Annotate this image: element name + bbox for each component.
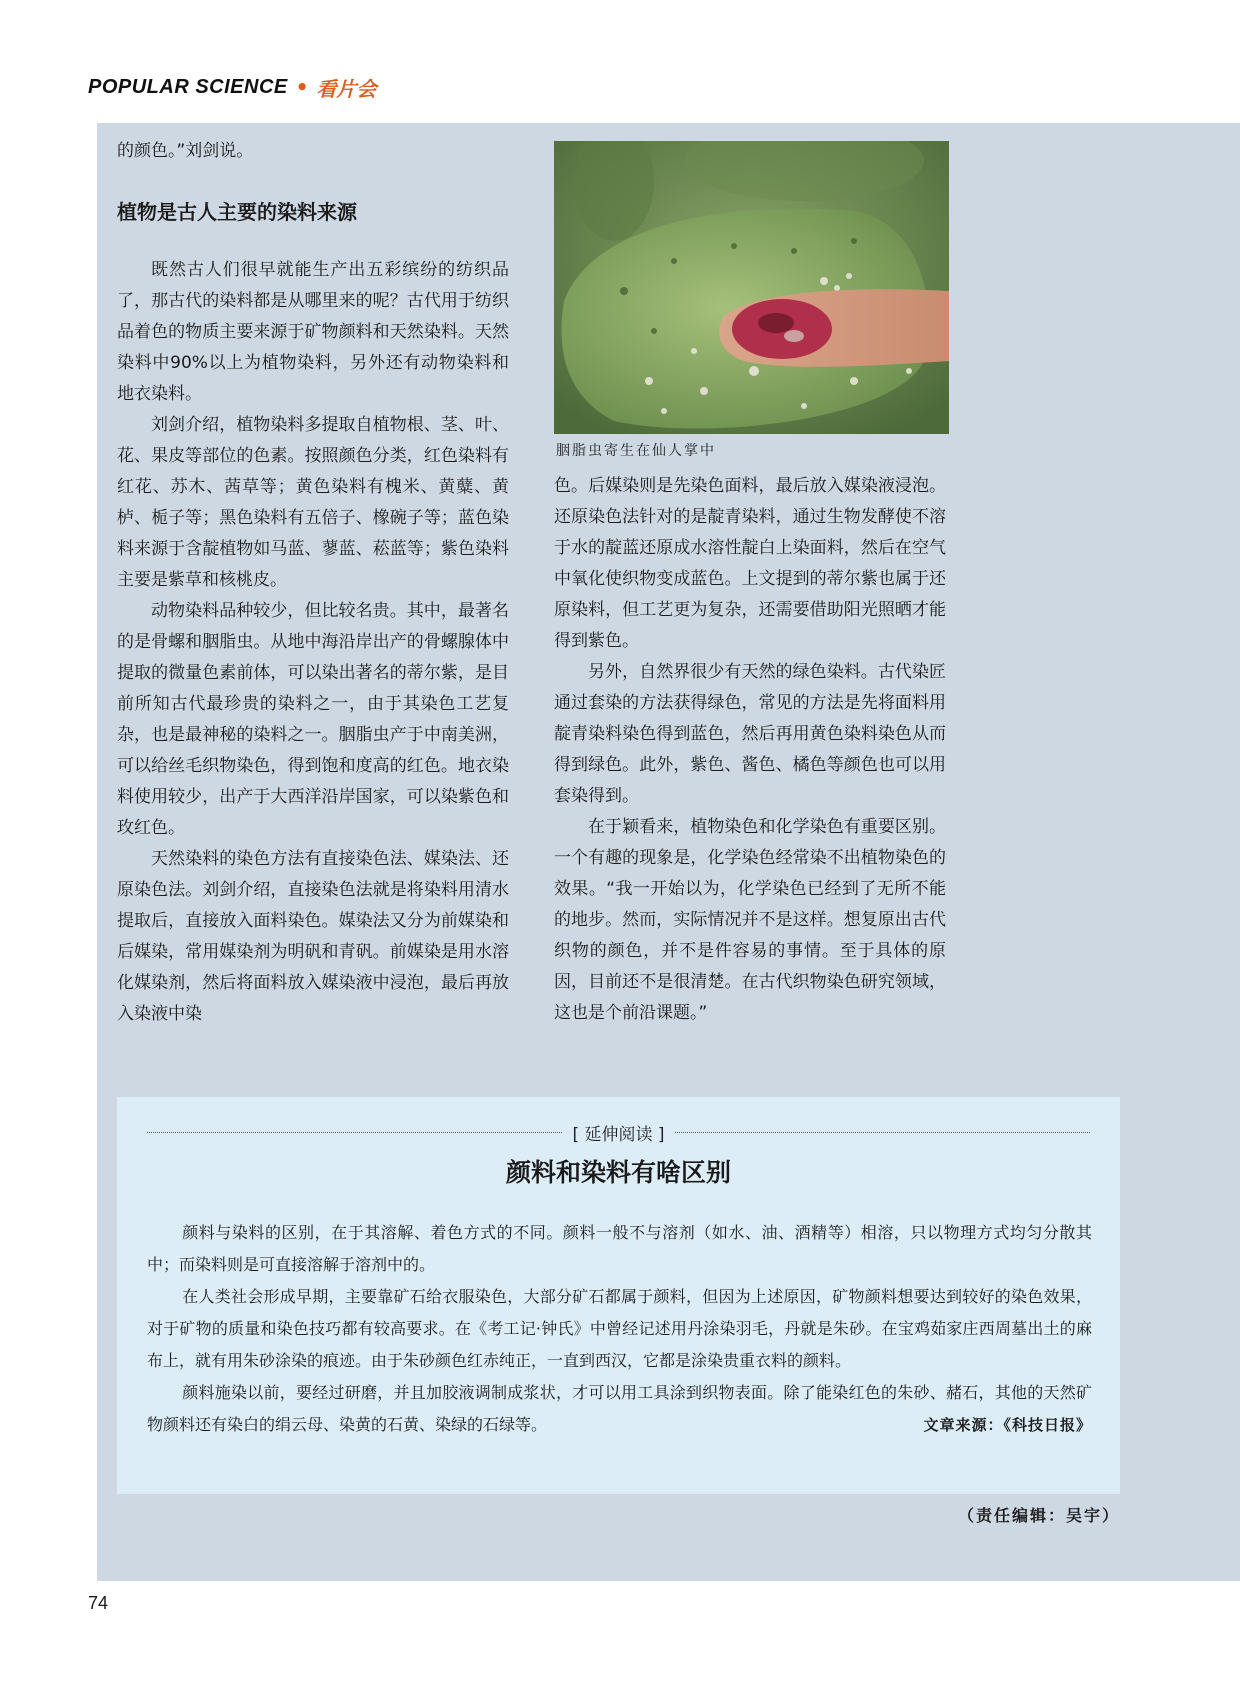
cactus-illustration: [554, 141, 949, 434]
section-heading: 植物是古人主要的染料来源: [117, 200, 357, 224]
section-name: 看片会: [316, 76, 377, 101]
header-separator: •: [295, 75, 309, 99]
page-header: [88, 72, 377, 102]
box-paragraph: 颜料与染料的区别，在于其溶解、着色方式的不同。颜料一般不与溶剂（如水、油、酒精等）相溶，只以物理方式均匀分散其中；而染料则是可直接溶解于溶剂中的。: [147, 1223, 1092, 1274]
opening-line: 的颜色。”刘剑说。: [117, 141, 254, 161]
body-paragraph: 既然古人们很早就能生产出五彩缤纷的纺织品了，那古代的染料都是从哪里来的呢？古代用于纺织品着色的物质主要来源于矿物颜料和天然染料。天然染料中90%以上为植物染料，另外还有动物染料和地衣染料。: [117, 260, 509, 404]
extended-reading-box: [117, 1097, 1120, 1494]
extended-reading-tag-row: [147, 1119, 1090, 1145]
body-paragraph: 天然染料的染色方法有直接染色法、媒染法、还原染色法。刘剑介绍，直接染色法就是将染料用清水提取后，直接放入面料染色。媒染法又分为前媒染和后媒染，常用媒染剂为明矾和青矾。前媒染是用水溶化媒染剂，然后将面料放入媒染液中浸泡，最后再放入染液中染: [117, 849, 509, 1024]
extended-reading-tag: [ 延伸阅读 ]: [572, 1124, 665, 1145]
body-paragraph: 动物染料品种较少，但比较名贵。其中，最著名的是骨螺和胭脂虫。从地中海沿岸出产的骨螺腺体中提取的微量色素前体，可以染出著名的蒂尔紫，是目前所知古代最珍贵的染料之一，由于其染色工艺复杂，也是最神秘的染料之一。胭脂虫产于中南美洲，可以给丝毛织物染色，得到饱和度高的红色。地衣染料使用较少，出产于大西洋沿岸国家，可以染紫色和玫红色。: [117, 601, 509, 838]
page-number: 74: [88, 1593, 109, 1613]
dotted-divider: [675, 1132, 1090, 1133]
extended-reading-body: [147, 1217, 1092, 1441]
body-paragraph: 在于颖看来，植物染色和化学染色有重要区别。一个有趣的现象是，化学染色经常染不出植物染色的效果。“我一开始以为，化学染色已经到了无所不能的地步。然而，实际情况并不是这样。想复原出古代织物的颜色，并不是件容易的事情。至于具体的原因，目前还不是很清楚。在古代织物染色研究领域，这也是个前沿课题。”: [554, 817, 946, 1023]
body-paragraph: 刘剑介绍，植物染料多提取自植物根、茎、叶、花、果皮等部位的色素。按照颜色分类，红色染料有红花、苏木、茜草等；黄色染料有槐米、黄糵、黄栌、栀子等；黑色染料有五倍子、橡碗子等；蓝色染料来源于含靛植物如马蓝、蓼蓝、菘蓝等；紫色染料主要是紫草和核桃皮。: [117, 415, 509, 590]
box-paragraph: 在人类社会形成早期，主要靠矿石给衣服染色，大部分矿石都属于颜料，但因为上述原因，矿物颜料想要达到较好的染色效果，对于矿物的质量和染色技巧都有较高要求。在《考工记·钟氏》中曾经记述用丹涂染羽毛，丹就是朱砂。在宝鸡茹家庄西周墓出土的麻布上，就有用朱砂涂染的痕迹。由于朱砂颜色红赤纯正，一直到西汉，它都是涂染贵重衣料的颜料。: [147, 1287, 1092, 1370]
box-paragraph-text: 颜料施染以前，要经过研磨，并且加胶液调制成浆状，才可以用工具涂到织物表面。除了能染红色的朱砂、赭石，其他的天然矿物颜料还有染白的绢云母、染黄的石黄、染绿的石绿等。: [147, 1383, 1092, 1434]
photo-caption: 胭脂虫寄生在仙人掌中: [556, 443, 716, 459]
right-column: [554, 471, 946, 1029]
article-source: 文章来源：《科技日报》: [923, 1416, 1092, 1434]
box-paragraph: [147, 1377, 1092, 1441]
responsible-editor: （责任编辑：吴宇）: [957, 1506, 1120, 1525]
magazine-brand: POPULAR SCIENCE: [88, 75, 288, 98]
left-column: [117, 136, 509, 1030]
dotted-divider: [147, 1132, 562, 1133]
body-paragraph: 色。后媒染则是先染色面料，最后放入媒染液浸泡。还原染色法针对的是靛青染料，通过生物发酵使不溶于水的靛蓝还原成水溶性靛白上染面料，然后在空气中氧化使织物变成蓝色。上文提到的蒂尔紫也属于还原染料，但工艺更为复杂，还需要借助阳光照晒才能得到紫色。: [554, 476, 946, 651]
cochineal-photo: [554, 141, 949, 434]
extended-reading-title: 颜料和染料有啥区别: [505, 1158, 731, 1187]
body-paragraph: 另外，自然界很少有天然的绿色染料。古代染匠通过套染的方法获得绿色，常见的方法是先将面料用靛青染料染色得到蓝色，然后再用黄色染料染色从而得到绿色。此外，紫色、酱色、橘色等颜色也可以用套染得到。: [554, 662, 946, 806]
